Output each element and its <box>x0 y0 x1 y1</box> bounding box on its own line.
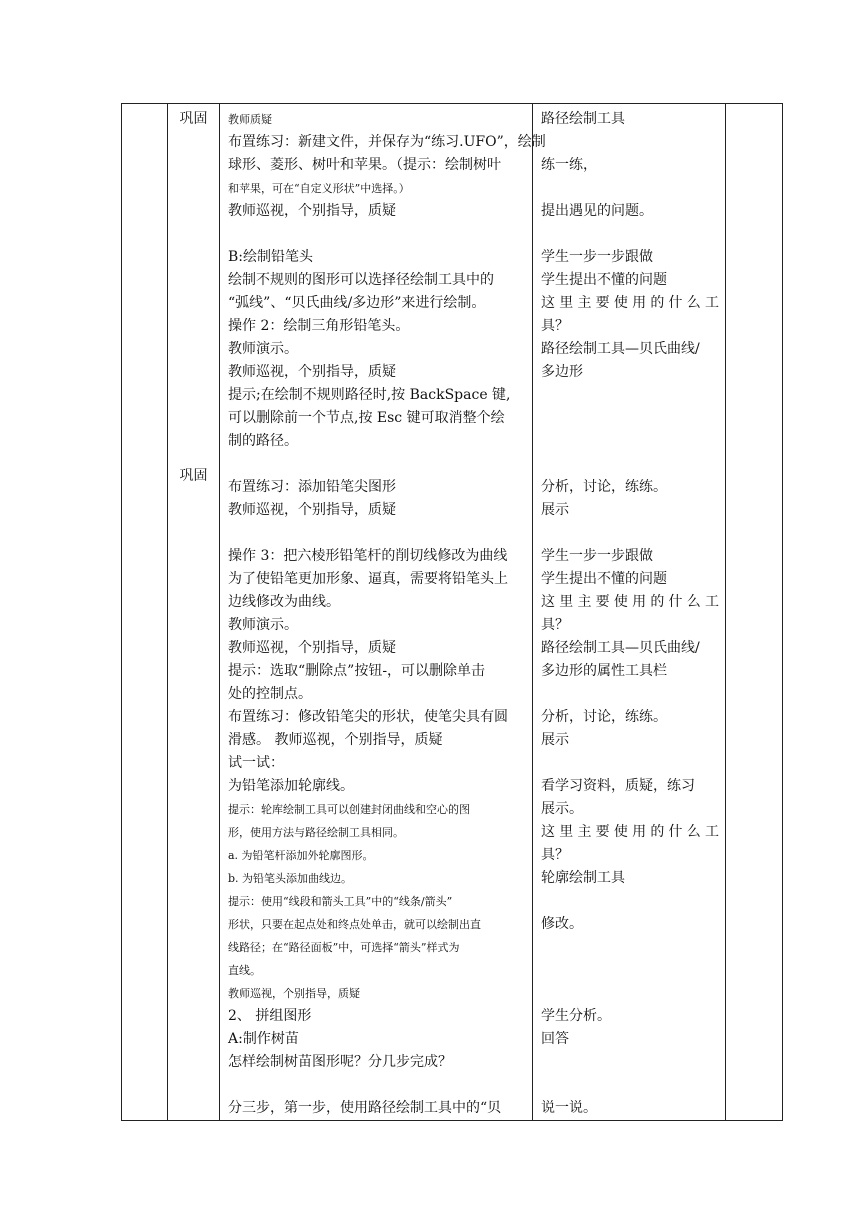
teacher-text-line: 教师巡视，个别指导，质疑 <box>228 987 360 1000</box>
blank-line <box>541 407 719 430</box>
student-activity-column <box>533 104 726 1121</box>
teacher-text-line: 怎样绘制树苗图形呢？分几步完成？ <box>228 1054 452 1070</box>
blank-line <box>541 936 719 959</box>
blank-column-left <box>122 104 168 1121</box>
teacher-text-line: 滑感。 教师巡视，个别指导，质疑 <box>228 732 443 748</box>
teacher-text-line: 布置练习：添加铅笔尖图形 <box>228 479 396 495</box>
student-text-line: 练一练， <box>541 157 597 173</box>
student-text-line: 学生分析。 <box>541 1008 611 1024</box>
teacher-text-line: 形，使用方法与路径绘制工具相同。 <box>228 826 404 839</box>
teacher-text-line: 教师巡视，个别指导，质疑 <box>228 364 396 380</box>
teacher-text-line: 教师巡视，个别指导，质疑 <box>228 203 396 219</box>
teacher-text-line: 操作 2：绘制三角形铅笔头。 <box>228 318 410 334</box>
teacher-text-line: 为铅笔添加轮廓线。 <box>228 778 354 794</box>
teacher-text-line: b. 为铅笔头添加曲线边。 <box>228 872 353 885</box>
blank-line <box>228 1074 526 1097</box>
teacher-text-line: 教师巡视，个别指导，质疑 <box>228 502 396 518</box>
teacher-text-line: 提示：使用“线段和箭头工具”中的“线条/箭头” <box>228 895 453 908</box>
blank-line <box>541 177 719 200</box>
teacher-text-line: 和苹果，可在“自定义形状”中选择。） <box>228 182 410 195</box>
student-text-line: 学生一步一步跟做 <box>541 249 653 265</box>
student-text-line: 说一说。 <box>541 1100 597 1116</box>
stage-label-2: 巩固 <box>179 468 208 484</box>
lesson-plan-table <box>121 103 783 1121</box>
blank-line <box>541 890 719 913</box>
student-text-line: 学生提出不懂的问题 <box>541 571 667 587</box>
teacher-activity-column <box>220 104 546 1121</box>
teacher-text-line: 球形、菱形、树叶和苹果。（提示：绘制树叶 <box>228 157 501 173</box>
teacher-text-line: 操作 3：把六棱形铅笔杆的削切线修改为曲线 <box>228 548 508 564</box>
student-text-line: 分析，讨论，练练。 <box>541 709 667 725</box>
teacher-text-line: 布置练习：修改铅笔尖的形状，使笔尖具有圆 <box>228 709 508 725</box>
blank-column-right <box>726 104 783 1121</box>
teacher-text-line: 直线。 <box>228 964 261 977</box>
student-text-line: 回答 <box>541 1031 569 1047</box>
student-text-line: 看学习资料，质疑，练习 <box>541 778 695 794</box>
student-text-line: 多边形 <box>541 364 583 380</box>
blank-line <box>541 1074 719 1097</box>
teacher-text-line: 形状，只要在起点处和终点处单击，就可以绘制出直 <box>228 918 481 931</box>
student-text-line: 具？ <box>541 847 569 863</box>
teacher-text-line: 绘制不规则的图形可以选择径绘制工具中的 <box>228 272 494 288</box>
teacher-text-line: a. 为铅笔杆添加外轮廓图形。 <box>228 849 374 862</box>
blank-line <box>541 522 719 545</box>
teacher-text-line: 提示：选取“删除点”按钮-，可以删除单击 <box>228 663 486 679</box>
blank-line <box>541 223 719 246</box>
teacher-text-line: 教师演示。 <box>228 617 298 633</box>
blank-line <box>228 223 526 246</box>
student-text-line: 多边形的属性工具栏 <box>541 663 667 679</box>
student-text-line: 这里主要使用的什么工 <box>541 824 719 840</box>
stage-column <box>168 104 220 1121</box>
teacher-text-line: 提示;在绘制不规则路径时,按 BackSpace 键, <box>228 387 511 403</box>
teacher-text-line: 线路径；在“路径面板”中，可选择“箭头”样式为 <box>228 941 460 954</box>
student-text-line: 展示。 <box>541 801 583 817</box>
student-text-line: 路径绘制工具 <box>541 111 625 127</box>
blank-line <box>541 453 719 476</box>
teacher-text-line: “弧线”、“贝氏曲线/多边形”来进行绘制。 <box>228 295 486 311</box>
teacher-text-line: 为了使铅笔更加形象、逼真，需要将铅笔头上 <box>228 571 508 587</box>
blank-line <box>541 982 719 1005</box>
teacher-text-line: 布置练习：新建文件，并保存为“练习.UFO”，绘制 <box>228 134 546 150</box>
student-text-line: 这里主要使用的什么工 <box>541 594 719 610</box>
blank-line <box>228 453 526 476</box>
blank-line <box>541 430 719 453</box>
student-text-line: 提出遇见的问题。 <box>541 203 653 219</box>
blank-line <box>228 522 526 545</box>
student-text-line: 分析，讨论，练练。 <box>541 479 667 495</box>
teacher-text-line: 分三步，第一步，使用路径绘制工具中的“贝 <box>228 1100 502 1116</box>
student-text-line: 轮廓绘制工具 <box>541 870 625 886</box>
blank-line <box>541 131 719 154</box>
teacher-text-line: 边线修改为曲线。 <box>228 594 340 610</box>
teacher-text-line: 提示：轮库绘制工具可以创建封闭曲线和空心的图 <box>228 803 470 816</box>
teacher-text-line: 教师巡视，个别指导，质疑 <box>228 640 396 656</box>
teacher-text-line: 教师质疑 <box>228 113 272 126</box>
teacher-text-line: 可以删除前一个节点,按 Esc 键可取消整个绘 <box>228 410 505 426</box>
blank-line <box>541 959 719 982</box>
teacher-text-line: 制的路径。 <box>228 433 298 449</box>
student-text-line: 展示 <box>541 502 569 518</box>
teacher-text-line: A:制作树苗 <box>228 1031 299 1047</box>
student-text-line: 展示 <box>541 732 569 748</box>
teacher-text-line: 处的控制点。 <box>228 686 312 702</box>
blank-line <box>541 683 719 706</box>
student-text-line: 具？ <box>541 617 569 633</box>
student-text-line: 路径绘制工具—贝氏曲线/ <box>541 640 700 656</box>
blank-line <box>541 1051 719 1074</box>
student-text-line: 具？ <box>541 318 569 334</box>
blank-line <box>541 752 719 775</box>
teacher-text-line: 教师演示。 <box>228 341 298 357</box>
student-text-line: 修改。 <box>541 916 583 932</box>
student-text-line: 学生一步一步跟做 <box>541 548 653 564</box>
teacher-text-line: 2、 拼组图形 <box>228 1008 312 1024</box>
teacher-text-line: 试一试： <box>228 755 284 771</box>
table-row <box>122 104 783 1121</box>
student-text-line: 路径绘制工具—贝氏曲线/ <box>541 341 700 357</box>
blank-line <box>541 384 719 407</box>
student-text-line: 学生提出不懂的问题 <box>541 272 667 288</box>
student-text-line: 这里主要使用的什么工 <box>541 295 719 311</box>
stage-label-1: 巩固 <box>179 111 208 127</box>
teacher-text-line: B:绘制铅笔头 <box>228 249 314 265</box>
